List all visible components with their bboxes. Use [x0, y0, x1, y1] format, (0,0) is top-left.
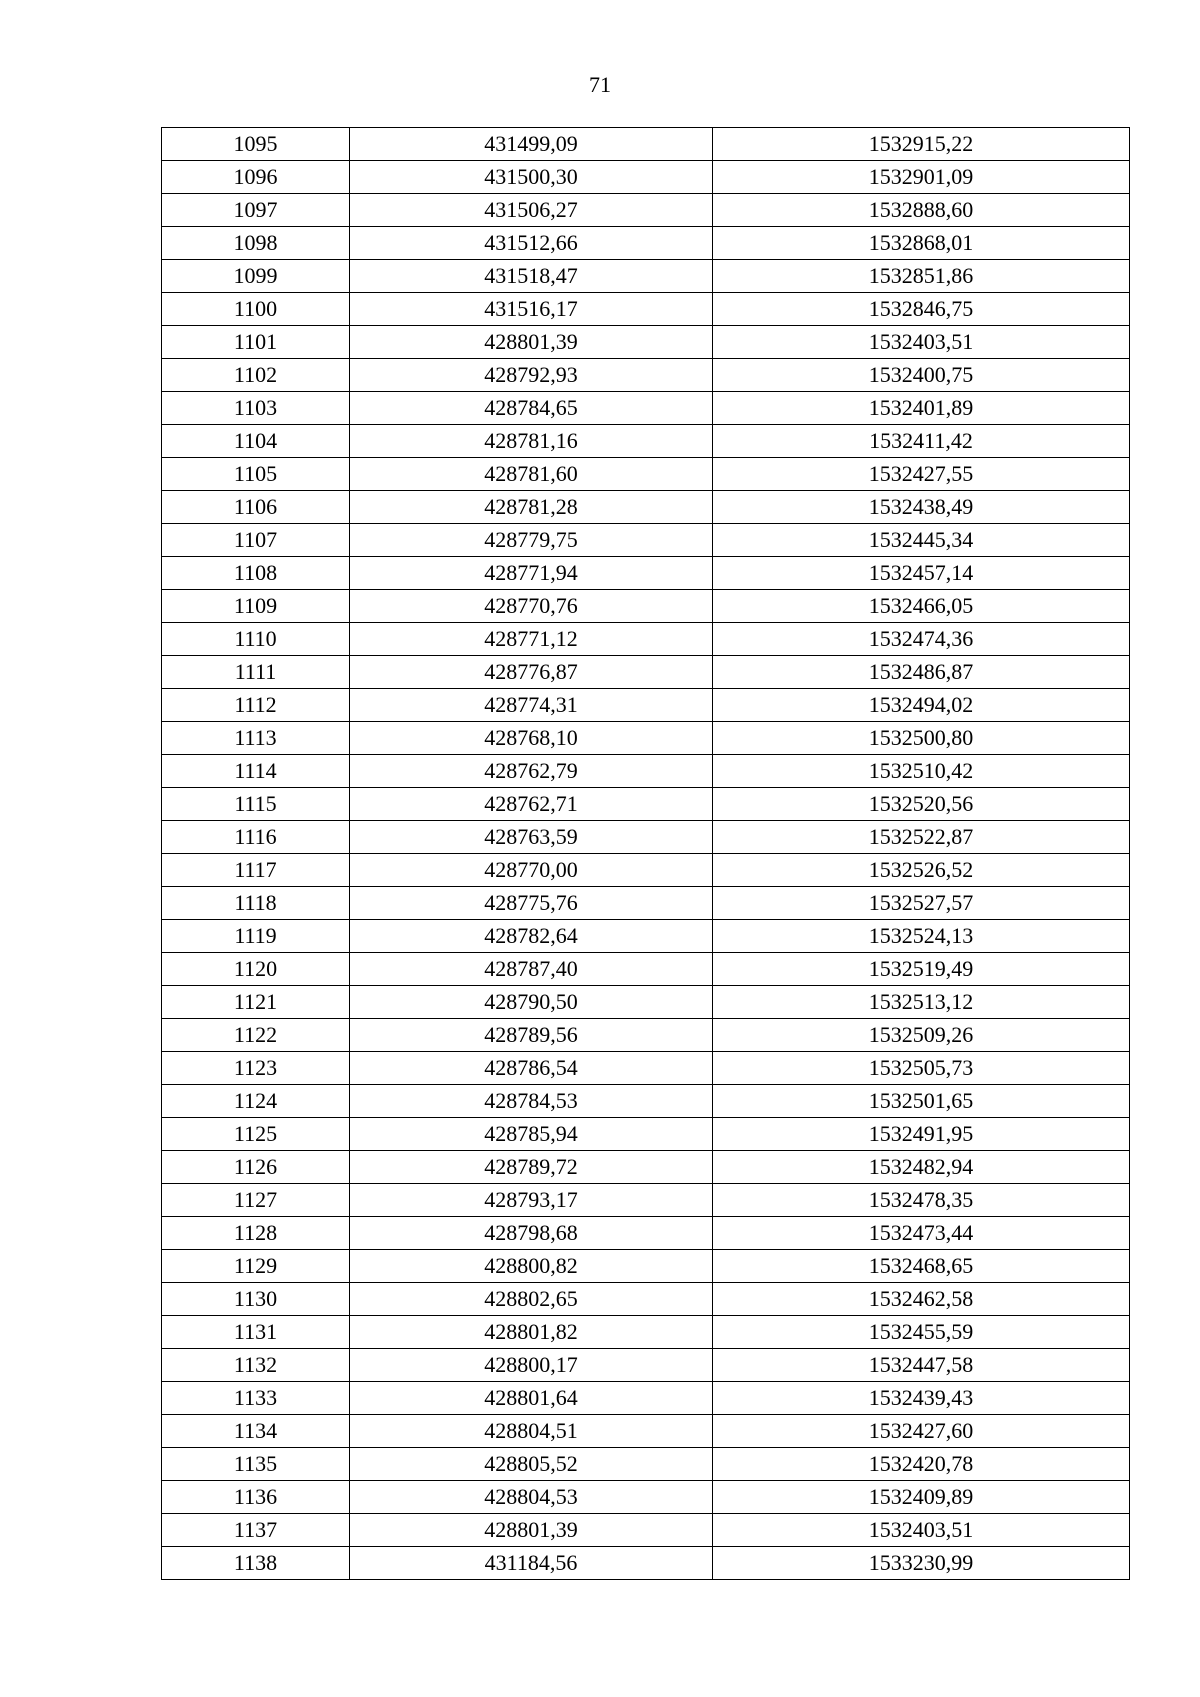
y-coordinate-cell: 1532500,80: [713, 722, 1130, 755]
x-coordinate-cell: 428762,79: [350, 755, 713, 788]
y-coordinate-cell: 1532478,35: [713, 1184, 1130, 1217]
table-row: [162, 1250, 1130, 1283]
y-coordinate-cell: 1532411,42: [713, 425, 1130, 458]
table-row: [162, 326, 1130, 359]
x-coordinate-cell: 428798,68: [350, 1217, 713, 1250]
point-number-cell: 1138: [162, 1547, 350, 1580]
point-number-cell: 1131: [162, 1316, 350, 1349]
table-row: [162, 986, 1130, 1019]
y-coordinate-cell: 1532505,73: [713, 1052, 1130, 1085]
y-coordinate-cell: 1532473,44: [713, 1217, 1130, 1250]
y-coordinate-cell: 1532509,26: [713, 1019, 1130, 1052]
y-coordinate-cell: 1532868,01: [713, 227, 1130, 260]
point-number-cell: 1095: [162, 128, 350, 161]
point-number-cell: 1098: [162, 227, 350, 260]
point-number-cell: 1123: [162, 1052, 350, 1085]
table-row: [162, 359, 1130, 392]
y-coordinate-cell: 1532494,02: [713, 689, 1130, 722]
x-coordinate-cell: 428801,82: [350, 1316, 713, 1349]
point-number-cell: 1116: [162, 821, 350, 854]
table-row: [162, 458, 1130, 491]
point-number-cell: 1130: [162, 1283, 350, 1316]
table-row: [162, 854, 1130, 887]
x-coordinate-cell: 428801,39: [350, 326, 713, 359]
table-row: [162, 1283, 1130, 1316]
y-coordinate-cell: 1532457,14: [713, 557, 1130, 590]
y-coordinate-cell: 1532520,56: [713, 788, 1130, 821]
x-coordinate-cell: 428787,40: [350, 953, 713, 986]
table-row: [162, 1151, 1130, 1184]
table-row: [162, 1349, 1130, 1382]
point-number-cell: 1126: [162, 1151, 350, 1184]
y-coordinate-cell: 1532439,43: [713, 1382, 1130, 1415]
y-coordinate-cell: 1532491,95: [713, 1118, 1130, 1151]
y-coordinate-cell: 1532519,49: [713, 953, 1130, 986]
point-number-cell: 1107: [162, 524, 350, 557]
point-number-cell: 1115: [162, 788, 350, 821]
point-number-cell: 1137: [162, 1514, 350, 1547]
y-coordinate-cell: 1532526,52: [713, 854, 1130, 887]
table-row: [162, 1514, 1130, 1547]
x-coordinate-cell: 431516,17: [350, 293, 713, 326]
table-row: [162, 755, 1130, 788]
table-row: [162, 590, 1130, 623]
table-row: [162, 491, 1130, 524]
point-number-cell: 1114: [162, 755, 350, 788]
x-coordinate-cell: 428781,60: [350, 458, 713, 491]
table-row: [162, 1184, 1130, 1217]
point-number-cell: 1135: [162, 1448, 350, 1481]
y-coordinate-cell: 1532846,75: [713, 293, 1130, 326]
x-coordinate-cell: 428762,71: [350, 788, 713, 821]
point-number-cell: 1096: [162, 161, 350, 194]
point-number-cell: 1117: [162, 854, 350, 887]
point-number-cell: 1127: [162, 1184, 350, 1217]
y-coordinate-cell: 1532482,94: [713, 1151, 1130, 1184]
table-row: [162, 1217, 1130, 1250]
x-coordinate-cell: 428801,39: [350, 1514, 713, 1547]
table-row: [162, 821, 1130, 854]
table-row: [162, 524, 1130, 557]
x-coordinate-cell: 431499,09: [350, 128, 713, 161]
point-number-cell: 1102: [162, 359, 350, 392]
table-row: [162, 689, 1130, 722]
table-row: [162, 1085, 1130, 1118]
table-row: [162, 260, 1130, 293]
table-row: [162, 227, 1130, 260]
point-number-cell: 1129: [162, 1250, 350, 1283]
x-coordinate-cell: 428802,65: [350, 1283, 713, 1316]
y-coordinate-cell: 1532888,60: [713, 194, 1130, 227]
y-coordinate-cell: 1532474,36: [713, 623, 1130, 656]
y-coordinate-cell: 1532510,42: [713, 755, 1130, 788]
point-number-cell: 1132: [162, 1349, 350, 1382]
point-number-cell: 1119: [162, 920, 350, 953]
y-coordinate-cell: 1532522,87: [713, 821, 1130, 854]
x-coordinate-cell: 428801,64: [350, 1382, 713, 1415]
coordinates-table: [161, 127, 1130, 1580]
x-coordinate-cell: 428790,50: [350, 986, 713, 1019]
x-coordinate-cell: 428800,82: [350, 1250, 713, 1283]
point-number-cell: 1136: [162, 1481, 350, 1514]
x-coordinate-cell: 431184,56: [350, 1547, 713, 1580]
x-coordinate-cell: 431518,47: [350, 260, 713, 293]
table-row: [162, 656, 1130, 689]
table-row: [162, 1052, 1130, 1085]
point-number-cell: 1134: [162, 1415, 350, 1448]
table-row: [162, 788, 1130, 821]
y-coordinate-cell: 1532409,89: [713, 1481, 1130, 1514]
point-number-cell: 1105: [162, 458, 350, 491]
table-row: [162, 887, 1130, 920]
y-coordinate-cell: 1532401,89: [713, 392, 1130, 425]
table-row: [162, 623, 1130, 656]
page-number: 71: [589, 72, 611, 97]
x-coordinate-cell: 428771,12: [350, 623, 713, 656]
y-coordinate-cell: 1532427,60: [713, 1415, 1130, 1448]
point-number-cell: 1097: [162, 194, 350, 227]
point-number-cell: 1112: [162, 689, 350, 722]
point-number-cell: 1118: [162, 887, 350, 920]
table-row: [162, 425, 1130, 458]
y-coordinate-cell: 1532466,05: [713, 590, 1130, 623]
table-row: [162, 722, 1130, 755]
table-row: [162, 194, 1130, 227]
y-coordinate-cell: 1532501,65: [713, 1085, 1130, 1118]
y-coordinate-cell: 1532486,87: [713, 656, 1130, 689]
x-coordinate-cell: 428763,59: [350, 821, 713, 854]
table-row: [162, 1382, 1130, 1415]
table-row: [162, 1019, 1130, 1052]
x-coordinate-cell: 428776,87: [350, 656, 713, 689]
x-coordinate-cell: 431500,30: [350, 161, 713, 194]
y-coordinate-cell: 1532524,13: [713, 920, 1130, 953]
point-number-cell: 1099: [162, 260, 350, 293]
y-coordinate-cell: 1533230,99: [713, 1547, 1130, 1580]
point-number-cell: 1106: [162, 491, 350, 524]
table-row: [162, 557, 1130, 590]
point-number-cell: 1122: [162, 1019, 350, 1052]
point-number-cell: 1120: [162, 953, 350, 986]
table-row: [162, 1547, 1130, 1580]
x-coordinate-cell: 428781,16: [350, 425, 713, 458]
coordinates-table-body: [162, 128, 1130, 1580]
point-number-cell: 1124: [162, 1085, 350, 1118]
table-row: [162, 293, 1130, 326]
x-coordinate-cell: 428779,75: [350, 524, 713, 557]
x-coordinate-cell: 428804,53: [350, 1481, 713, 1514]
x-coordinate-cell: 428789,56: [350, 1019, 713, 1052]
point-number-cell: 1101: [162, 326, 350, 359]
x-coordinate-cell: 428789,72: [350, 1151, 713, 1184]
point-number-cell: 1108: [162, 557, 350, 590]
point-number-cell: 1111: [162, 656, 350, 689]
point-number-cell: 1133: [162, 1382, 350, 1415]
y-coordinate-cell: 1532468,65: [713, 1250, 1130, 1283]
x-coordinate-cell: 428768,10: [350, 722, 713, 755]
table-row: [162, 1415, 1130, 1448]
y-coordinate-cell: 1532527,57: [713, 887, 1130, 920]
y-coordinate-cell: 1532455,59: [713, 1316, 1130, 1349]
x-coordinate-cell: 428770,76: [350, 590, 713, 623]
point-number-cell: 1121: [162, 986, 350, 1019]
y-coordinate-cell: 1532400,75: [713, 359, 1130, 392]
y-coordinate-cell: 1532403,51: [713, 326, 1130, 359]
x-coordinate-cell: 428774,31: [350, 689, 713, 722]
y-coordinate-cell: 1532915,22: [713, 128, 1130, 161]
x-coordinate-cell: 428800,17: [350, 1349, 713, 1382]
point-number-cell: 1109: [162, 590, 350, 623]
x-coordinate-cell: 428805,52: [350, 1448, 713, 1481]
x-coordinate-cell: 431512,66: [350, 227, 713, 260]
point-number-cell: 1104: [162, 425, 350, 458]
y-coordinate-cell: 1532445,34: [713, 524, 1130, 557]
point-number-cell: 1113: [162, 722, 350, 755]
point-number-cell: 1110: [162, 623, 350, 656]
table-row: [162, 392, 1130, 425]
point-number-cell: 1103: [162, 392, 350, 425]
y-coordinate-cell: 1532420,78: [713, 1448, 1130, 1481]
table-row: [162, 1118, 1130, 1151]
table-row: [162, 1316, 1130, 1349]
x-coordinate-cell: 428770,00: [350, 854, 713, 887]
x-coordinate-cell: 428784,65: [350, 392, 713, 425]
y-coordinate-cell: 1532513,12: [713, 986, 1130, 1019]
table-row: [162, 1448, 1130, 1481]
y-coordinate-cell: 1532438,49: [713, 491, 1130, 524]
point-number-cell: 1100: [162, 293, 350, 326]
y-coordinate-cell: 1532403,51: [713, 1514, 1130, 1547]
table-row: [162, 1481, 1130, 1514]
x-coordinate-cell: 428786,54: [350, 1052, 713, 1085]
point-number-cell: 1125: [162, 1118, 350, 1151]
x-coordinate-cell: 428793,17: [350, 1184, 713, 1217]
y-coordinate-cell: 1532447,58: [713, 1349, 1130, 1382]
y-coordinate-cell: 1532851,86: [713, 260, 1130, 293]
table-row: [162, 920, 1130, 953]
y-coordinate-cell: 1532901,09: [713, 161, 1130, 194]
table-row: [162, 953, 1130, 986]
x-coordinate-cell: 428784,53: [350, 1085, 713, 1118]
x-coordinate-cell: 428804,51: [350, 1415, 713, 1448]
x-coordinate-cell: 428775,76: [350, 887, 713, 920]
x-coordinate-cell: 428782,64: [350, 920, 713, 953]
y-coordinate-cell: 1532427,55: [713, 458, 1130, 491]
x-coordinate-cell: 428792,93: [350, 359, 713, 392]
table-row: [162, 128, 1130, 161]
x-coordinate-cell: 428781,28: [350, 491, 713, 524]
x-coordinate-cell: 431506,27: [350, 194, 713, 227]
y-coordinate-cell: 1532462,58: [713, 1283, 1130, 1316]
x-coordinate-cell: 428771,94: [350, 557, 713, 590]
point-number-cell: 1128: [162, 1217, 350, 1250]
table-row: [162, 161, 1130, 194]
x-coordinate-cell: 428785,94: [350, 1118, 713, 1151]
